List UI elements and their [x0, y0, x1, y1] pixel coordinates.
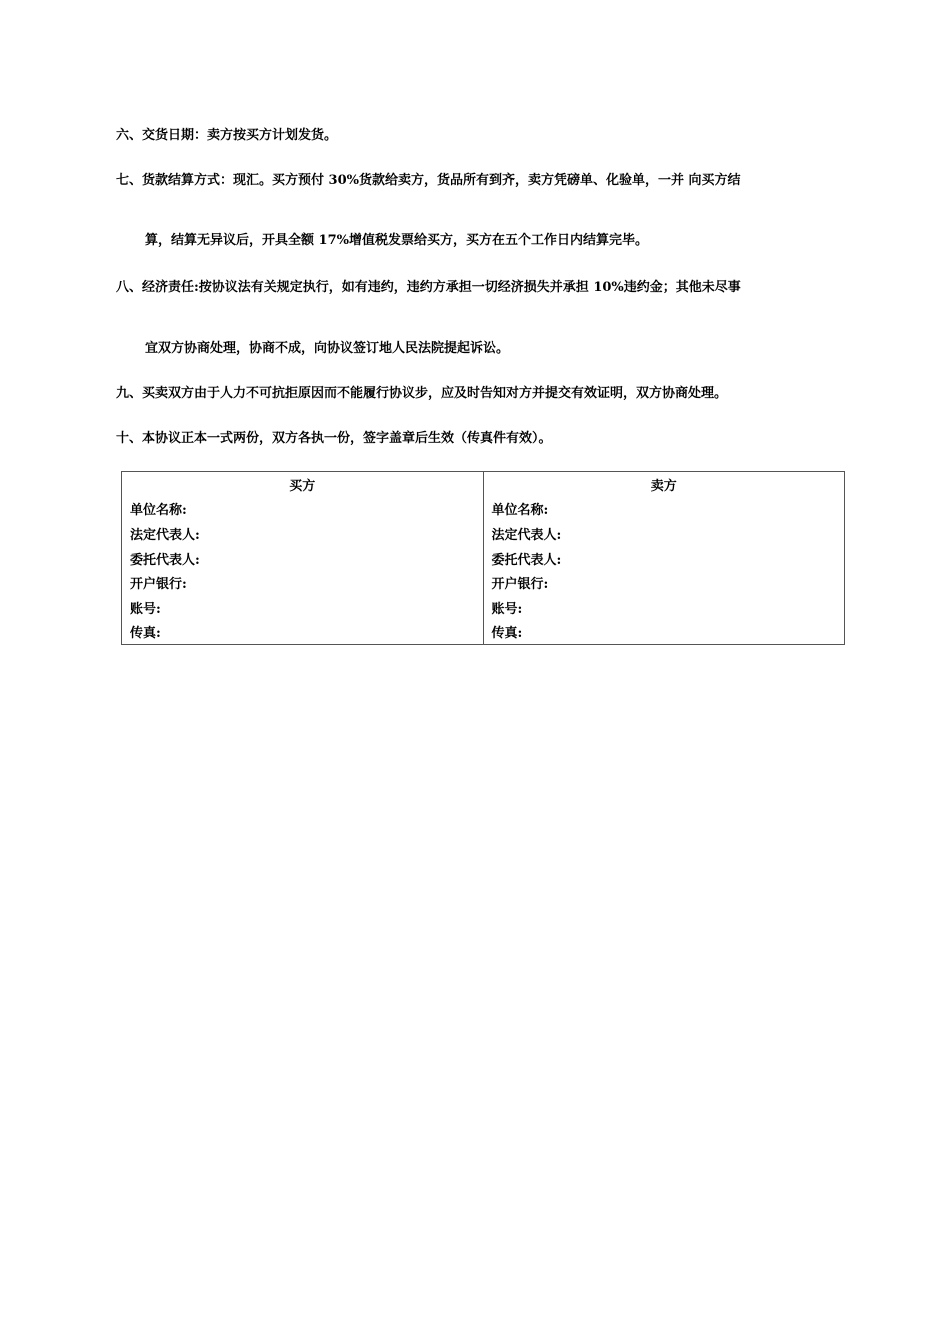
buyer-fax-label: 传真:	[122, 620, 484, 645]
table-row	[122, 497, 845, 522]
table-row	[122, 620, 845, 645]
table-row	[122, 521, 845, 546]
table-row	[122, 546, 845, 571]
seller-company-name-label: 单位名称:	[483, 497, 845, 522]
seller-authorized-rep-label: 委托代表人:	[483, 546, 845, 571]
buyer-header: 买方	[122, 472, 484, 497]
seller-legal-rep-label: 法定代表人:	[483, 521, 845, 546]
seller-bank-label: 开户银行:	[483, 570, 845, 595]
clause-nine: 九、买卖双方由于人力不可抗拒原因而不能履行协议步，应及时告知对方并提交有效证明，双方协商处理。	[116, 386, 728, 401]
clause-six: 六、交货日期：卖方按买方计划发货。	[116, 128, 338, 143]
seller-header: 卖方	[483, 472, 845, 497]
table-row	[122, 570, 845, 595]
table-header-row	[122, 472, 845, 497]
buyer-account-label: 账号:	[122, 595, 484, 620]
clause-eight-line-2: 宜双方协商处理，协商不成，向协议签订地人民法院提起诉讼。	[145, 341, 510, 356]
seller-account-label: 账号:	[483, 595, 845, 620]
clause-eight-line-1: 八、经济责任:按协议法有关规定执行，如有违约，违约方承担一切经济损失并承担 10%违约金；其他未尽事	[116, 280, 741, 295]
buyer-authorized-rep-label: 委托代表人:	[122, 546, 484, 571]
signature-table	[121, 471, 845, 645]
table-row	[122, 595, 845, 620]
clause-seven-line-1: 七、货款结算方式：现汇。买方预付 30%货款给卖方，货品所有到齐，卖方凭磅单、化验单，一并 向买方结	[116, 173, 741, 188]
clause-ten: 十、本协议正本一式两份，双方各执一份，签字盖章后生效（传真件有效）。	[116, 431, 552, 446]
seller-fax-label: 传真:	[483, 620, 845, 645]
buyer-legal-rep-label: 法定代表人:	[122, 521, 484, 546]
buyer-company-name-label: 单位名称:	[122, 497, 484, 522]
buyer-bank-label: 开户银行:	[122, 570, 484, 595]
clause-seven-line-2: 算，结算无异议后，开具全额 17%增值税发票给买方，买方在五个工作日内结算完毕。	[145, 233, 648, 248]
